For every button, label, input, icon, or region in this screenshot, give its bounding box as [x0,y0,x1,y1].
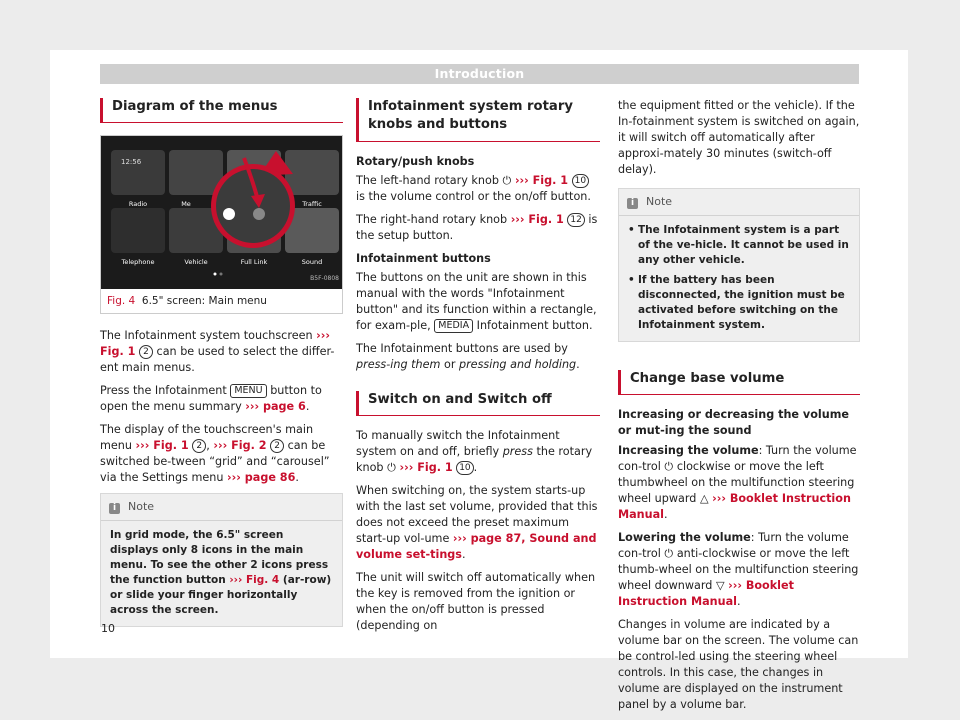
ref-link[interactable]: ››› Fig. 1 [510,213,564,226]
paragraph-manual-switch: To manually switch the Infotainment system on and off, briefly press the rotary knob ⏻ ››› Fig. 1 10 . [356,429,593,474]
image-code: B5F-0808 [310,275,339,282]
callout-magnifier [101,136,342,289]
tile-label-media: Me [181,200,191,208]
section-header: Introduction [100,64,859,84]
column-3 [618,98,860,720]
ref-link[interactable]: ››› Booklet Instruction Manual [618,579,794,608]
paragraph-increase-volume: Increasing the volume: Turn the volume con-trol ⏻ clockwise or move the left thumbwheel on the multifunction steering wheel upward △ ››› Booklet Instruction Manual. [618,444,857,521]
paragraph-menu-button: Press the Infotainment MENU button to open the menu summary ››› page 6. [100,384,322,413]
subheading-buttons: Infotainment buttons [356,252,491,265]
subheading-rotary: Rotary/push knobs [356,155,475,168]
tile-label-traffic: Traffic [302,200,322,208]
ref-link[interactable]: ››› page 87, Sound and volume set-tings [356,532,597,561]
column-2 [356,98,600,641]
paragraph-buttons: The buttons on the unit are shown in this manual with the words "Infotainment button" and its function within a rectangle, for exam-ple, MEDIA Infotainment button. [356,271,597,332]
heading-diagram-menus: Diagram of the menus [100,98,343,123]
tile-label-radio: Radio [128,200,148,208]
callout-number: 10 [572,174,589,188]
ref-link[interactable]: ››› page 86 [227,471,296,484]
paragraph-continued: the equipment fitted or the vehicle). If the In-fotainment system is switched on again, it will switch off automatically after approxi-mately 30 minutes (switch-off delay). [618,99,860,176]
heading-switch-on-off: Switch on and Switch off [356,391,600,416]
ref-link[interactable]: ››› page 6 [245,400,306,413]
power-icon: ⏻ [502,174,512,187]
triangle-down-icon: ▽ [715,579,725,592]
callout-number: 2 [270,439,284,453]
power-icon: ⏻ [387,461,396,474]
ref-link[interactable]: ››› Fig. 1 [135,439,189,452]
paragraph-touchscreen: The Infotainment system touchscreen ››› Fig. 1 2 can be used to select the differ-ent main menus. [100,329,335,374]
paragraph-left-knob: The left-hand rotary knob ⏻ ››› Fig. 1 10 is the volume control or the on/off button. [356,174,591,203]
clock-readout: 12:56 [121,158,142,166]
column-1 [100,98,343,627]
ref-link[interactable]: ››› Fig. 1 [514,174,569,187]
paragraph-switching-on: When switching on, the system starts-up with the last set volume, provided that this does not exceed the preset maximum start-up vol-ume ››› page 87, Sound and volume set-tings. [356,484,598,561]
paragraph-lower-volume: Lowering the volume: Turn the volume con-trol ⏻ anti-clockwise or move the left thumb-wheel on the multifunction steering wheel downward ▽ ››› Booklet Instruction Manual. [618,531,859,608]
heading-base-volume: Change base volume [618,370,860,395]
paragraph-button-use: The Infotainment buttons are used by press-ing them or pressing and holding. [356,342,580,371]
note-box-system: i Note • The Infotainment system is a part of the ve-hicle. It cannot be used in any other vehicle. • If the battery has been disconnected, the ignition must be activated before switching on the Infotainment system. [618,188,860,342]
paragraph-right-knob: The right-hand rotary knob ››› Fig. 1 12 is the setup button. [356,213,598,242]
callout-number: 10 [456,461,473,475]
note-bullet: • If the battery has been disconnected, the ignition must be activated before switching on the Infotainment system. [628,273,850,333]
heading-rotary-knobs: Infotainment system rotary knobs and buttons [356,98,600,142]
ref-link[interactable]: ››› Booklet Instruction Manual [618,492,851,521]
tile-label-vehicle: Vehicle [184,258,208,266]
figure-4-image [101,136,342,289]
subheading-volume: Increasing or decreasing the volume or mut-ing the sound [618,408,849,437]
power-icon: ⏻ [664,460,674,473]
paragraph-volume-bar: Changes in volume are indicated by a volume bar on the screen. The volume can be control-led using the steering wheel controls. In this case, the changes in volume are displayed on the instrument panel by a volume bar. [618,618,859,711]
note-bullet: • The Infotainment system is a part of the ve-hicle. It cannot be used in any other vehicle. [628,223,850,268]
tile-label-telephone: Telephone [121,258,155,266]
power-icon: ⏻ [664,547,674,560]
figure-4 [100,135,343,314]
paragraph-display-mode: The display of the touchscreen's main menu ››› Fig. 1 2 , ››› Fig. 2 2 can be switched be-tween “grid” and “carousel” via the Settings menu ››› page 86. [100,423,330,484]
ref-link[interactable]: ››› Fig. 4 [229,574,280,586]
paragraph-auto-off: The unit will switch off automatically when the key is removed from the ignition or when the on/off button is pressed (depending on [356,571,596,632]
info-icon: i [627,198,638,209]
tile-label-sound: Sound [301,258,323,266]
callout-number: 2 [192,439,206,453]
ref-link[interactable]: ››› Fig. 1 [399,461,453,474]
media-key: MEDIA [434,319,473,333]
note-box-grid-mode: i Note In grid mode, the 6.5" screen displays only 8 icons in the main menu. To see the other 2 icons press the function button ››› Fig. 4 (ar-row) or slide your finger horizontally across the screen. [100,493,343,627]
tile-label-full-link: Full Link [240,258,268,266]
callout-number: 12 [567,213,584,227]
callout-number: 2 [139,345,153,359]
manual-page [50,50,908,711]
triangle-up-icon: △ [699,492,709,505]
menu-key: MENU [230,384,266,398]
ref-link[interactable]: ››› Fig. 1 [100,329,330,358]
figure-4-caption: Fig. 4 6.5" screen: Main menu [107,295,267,307]
ref-link[interactable]: ››› Fig. 2 [213,439,267,452]
page-number: 10 [101,622,115,635]
info-icon: i [109,503,120,514]
